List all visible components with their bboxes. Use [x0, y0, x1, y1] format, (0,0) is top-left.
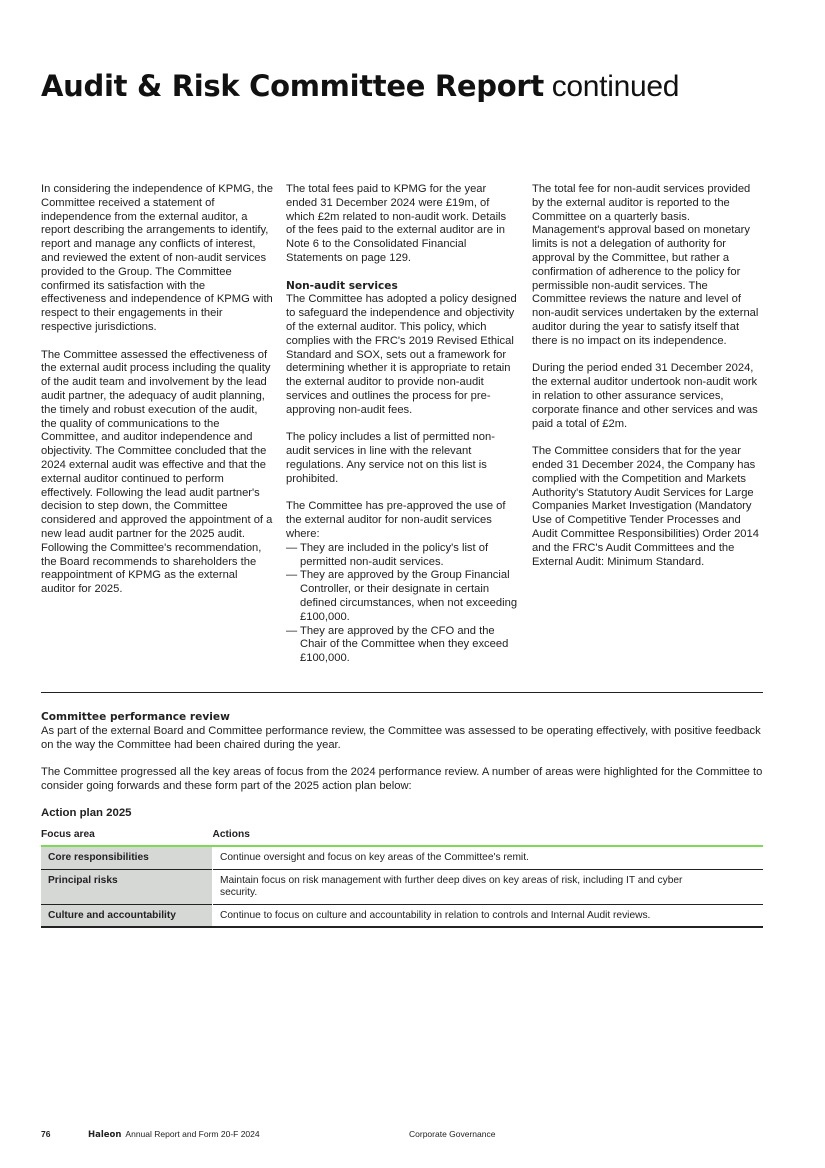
- action-cell: Continue to focus on culture and accountability in relation to controls and Internal Audit reviews.: [220, 909, 651, 921]
- action-cell: Maintain focus on risk management with further deep dives on key areas of risk, including IT and cyber security.: [220, 874, 683, 898]
- list-item: — They are included in the policy's list of permitted non-audit services.: [286, 542, 518, 570]
- focus-area-cell: Principal risks: [41, 869, 213, 904]
- paragraph: The Committee has pre-approved the use of the external auditor for non-audit services where:: [286, 500, 506, 540]
- page-title: [41, 66, 679, 107]
- section-heading: Committee performance review: [41, 711, 230, 723]
- action-plan-label: Action plan 2025: [41, 807, 132, 819]
- action-plan-table: [41, 826, 763, 928]
- title-continued: continued: [551, 70, 680, 103]
- paragraph: The policy includes a list of permitted non-audit services in line with the relevant regulations. Any service not on this list is prohibited.: [286, 431, 495, 485]
- paragraph: The total fee for non-audit services provided by the external auditor is reported to the Committee on a quarterly basis. Management's approval based on monetary limits is not a delegation of authority for approval by the Committee, but rather a confirmation of adherence to the policy for permissible non-audit services. The Committee reviews the nature and level of non-audit services undertaken by the external auditor during the year to satisfy itself that there is no impact on its independence.: [532, 183, 759, 347]
- column-2: [286, 183, 518, 666]
- list-item: — They are approved by the CFO and the Chair of the Committee when they exceed £100,000.: [286, 625, 518, 666]
- paragraph: The Committee has adopted a policy designed to safeguard the independence and objectivity of the external auditor. This policy, which complies with the FRC's 2019 Revised Ethical Standard and SOX, sets out a framework for determining whether it is appropriate to retain the external auditor to provide non-audit services and outlines the process for pre-approving non-audit fees.: [286, 293, 517, 416]
- page-number: 76: [41, 1129, 51, 1139]
- paragraph: The Committee progressed all the key areas of focus from the 2024 performance review. A number of areas were highlighted for the Committee to consider going forwards and these form part of the 2025 action plan below:: [41, 766, 763, 793]
- focus-area-cell: Culture and accountability: [41, 904, 213, 927]
- list-item: — They are approved by the Group Financial Controller, or their designate in certain defined circumstances, when not exceeding £100,000.: [286, 569, 518, 624]
- paragraph: The total fees paid to KPMG for the year ended 31 December 2024 were £19m, of which £2m related to non-audit work. Details of the fees paid to the external auditor are in Note 6 to the Consolidated Financial Statements on page 129.: [286, 183, 507, 264]
- footer-section: Corporate Governance: [409, 1129, 496, 1139]
- column-header-actions: Actions: [212, 829, 250, 840]
- title-main: Audit & Risk Committee Report: [41, 69, 544, 103]
- footer-report: [88, 1129, 260, 1140]
- action-cell: Continue oversight and focus on key areas of the Committee's remit.: [220, 852, 529, 863]
- report-name: Annual Report and Form 20-F 2024: [125, 1129, 260, 1139]
- column-3: [532, 183, 764, 583]
- table-row: [41, 904, 763, 927]
- paragraph: The Committee considers that for the year ended 31 December 2024, the Company has complied with the Competition and Markets Authority's Statutory Audit Services for Large Companies Market Investigation (Mandatory Use of Competitive Tender Processes and Audit Committee Responsibilities) Order 2014 and the FRC's Audit Committees and the External Audit: Minimum Standard.: [532, 445, 759, 568]
- bullet-list: [286, 542, 518, 666]
- column-header-focus: Focus area: [41, 829, 95, 840]
- paragraph: As part of the external Board and Committee performance review, the Committee was assessed to be operating effectively, with positive feedback on the way the Committee had been chaired during the year.: [41, 724, 761, 751]
- performance-review: [41, 711, 763, 808]
- brand-name: Haleon: [88, 1130, 122, 1140]
- column-1: [41, 183, 273, 611]
- table-row: [41, 869, 763, 904]
- focus-area-cell: Core responsibilities: [41, 846, 213, 869]
- paragraph: The Committee assessed the effectiveness of the external audit process including the quality of the audit team and involvement by the lead audit partner, the adequacy of audit planning, the timely and robust execution of the audit, the quality of communications to the Committee, and auditor independence and objectivity. The Committee concluded that the 2024 external audit was effective and that the external auditor continued to perform effectively. Following the lead audit partner's decision to step down, the Committee considered and approved the appointment of a new lead audit partner for the 2025 audit. Following the Committee's recommendation, the Board recommends to shareholders the reappointment of KPMG as the external auditor for 2025.: [41, 348, 273, 596]
- paragraph: In considering the independence of KPMG, the Committee received a statement of independence from the external auditor, a report describing the arrangements to identify, report and manage any conflicts of interest, and reviewed the extent of non-audit services provided to the Group. The Committee confirmed its satisfaction with the effectiveness and independence of KPMG with respect to their engagements in their respective jurisdictions.: [41, 183, 273, 333]
- section-heading: Non-audit services: [286, 279, 398, 292]
- table-row: [41, 846, 763, 869]
- paragraph: During the period ended 31 December 2024, the external auditor undertook non-audit work in relation to other assurance services, corporate finance and other services and was paid a total of £2m.: [532, 362, 758, 430]
- table-header-row: [41, 826, 763, 846]
- section-divider: [41, 692, 763, 693]
